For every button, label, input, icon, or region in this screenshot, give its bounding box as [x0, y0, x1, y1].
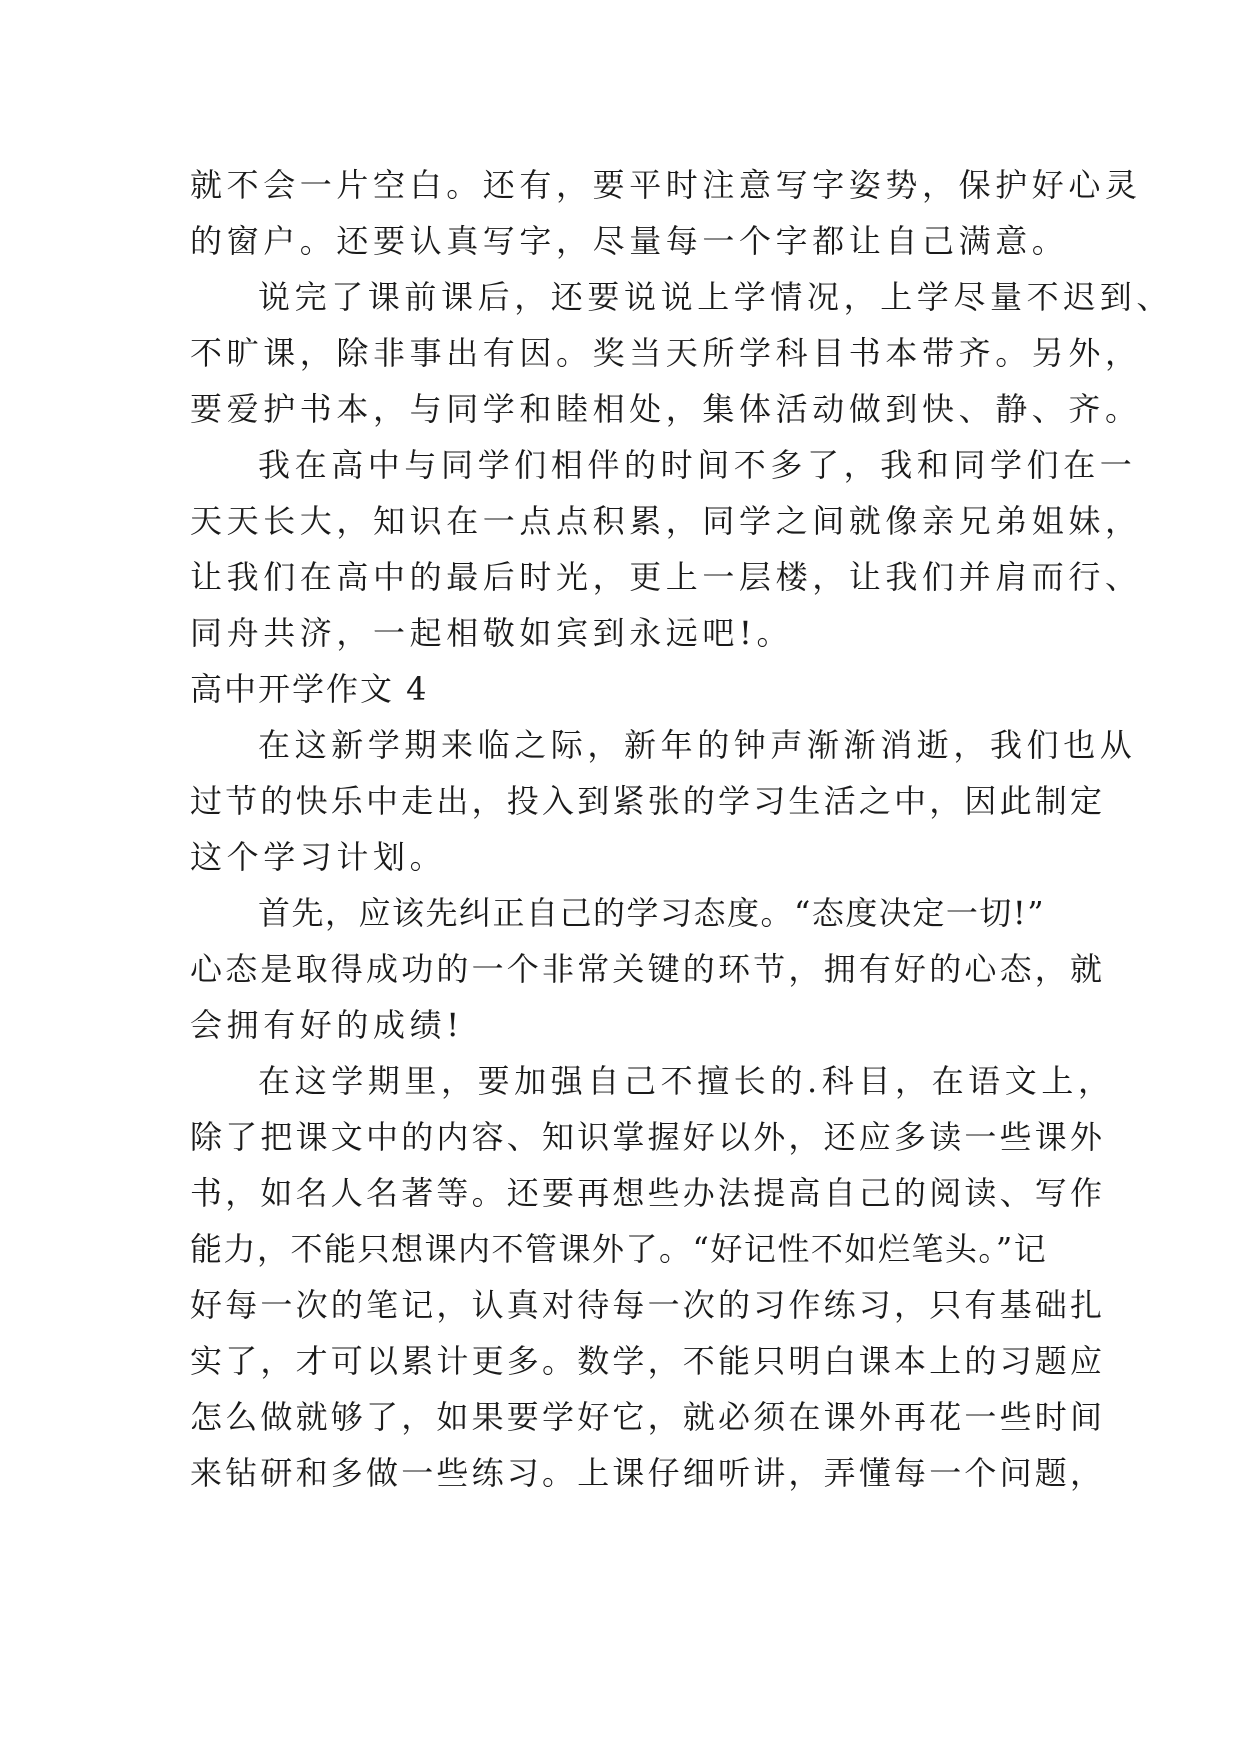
- text-line: 就不会一片空白。还有，要平时注意写字姿势，保护好心灵: [190, 166, 1142, 204]
- paragraph-start-line: 首先，应该先纠正自己的学习态度。“态度决定一切!”: [258, 894, 1046, 932]
- paragraph-start-line: 我在高中与同学们相伴的时间不多了，我和同学们在一: [258, 446, 1137, 484]
- text-line: 好每一次的笔记，认真对待每一次的习作练习，只有基础扎: [190, 1286, 1106, 1324]
- essay-body: [190, 157, 1174, 1501]
- text-line: 书，如名人名著等。还要再想些办法提高自己的阅读、写作: [190, 1174, 1106, 1212]
- text-line: 除了把课文中的内容、知识掌握好以外，还应多读一些课外: [190, 1118, 1106, 1156]
- paragraph-start-line: 在这学期里，要加强自己不擅长的.科目，在语文上，: [258, 1062, 1115, 1100]
- text-line: 的窗户。还要认真写字，尽量每一个字都让自己满意。: [190, 222, 1069, 260]
- text-line: 这个学习计划。: [190, 838, 447, 876]
- text-line: 不旷课，除非事出有因。奖当天所学科目书本带齐。另外，: [190, 334, 1142, 372]
- text-line: 让我们在高中的最后时光，更上一层楼，让我们并肩而行、: [190, 558, 1142, 596]
- paragraph-start-line: 在这新学期来临之际，新年的钟声渐渐消逝，我们也从: [258, 726, 1137, 764]
- text-line: 怎么做就够了，如果要学好它，就必须在课外再花一些时间: [190, 1398, 1106, 1436]
- text-line: 会拥有好的成绩!: [190, 1006, 464, 1044]
- text-line: 来钻研和多做一些练习。上课仔细听讲，弄懂每一个问题，: [190, 1454, 1106, 1492]
- section-heading: 高中开学作文 4: [190, 670, 429, 708]
- text-line: 天天长大，知识在一点点积累，同学之间就像亲兄弟姐妹，: [190, 502, 1142, 540]
- paragraph-start-line: 说完了课前课后，还要说说上学情况，上学尽量不迟到、: [258, 278, 1174, 316]
- text-line: 过节的快乐中走出，投入到紧张的学习生活之中，因此制定: [190, 782, 1106, 820]
- text-line: 实了，才可以累计更多。数学，不能只明白课本上的习题应: [190, 1342, 1106, 1380]
- text-line: 同舟共济，一起相敬如宾到永远吧!。: [190, 614, 794, 652]
- text-line: 心态是取得成功的一个非常关键的环节，拥有好的心态，就: [190, 950, 1106, 988]
- text-line: 要爱护书本，与同学和睦相处，集体活动做到快、静、齐。: [190, 390, 1142, 428]
- text-line: 能力，不能只想课内不管课外了。“好记性不如烂笔头。”记: [190, 1230, 1048, 1268]
